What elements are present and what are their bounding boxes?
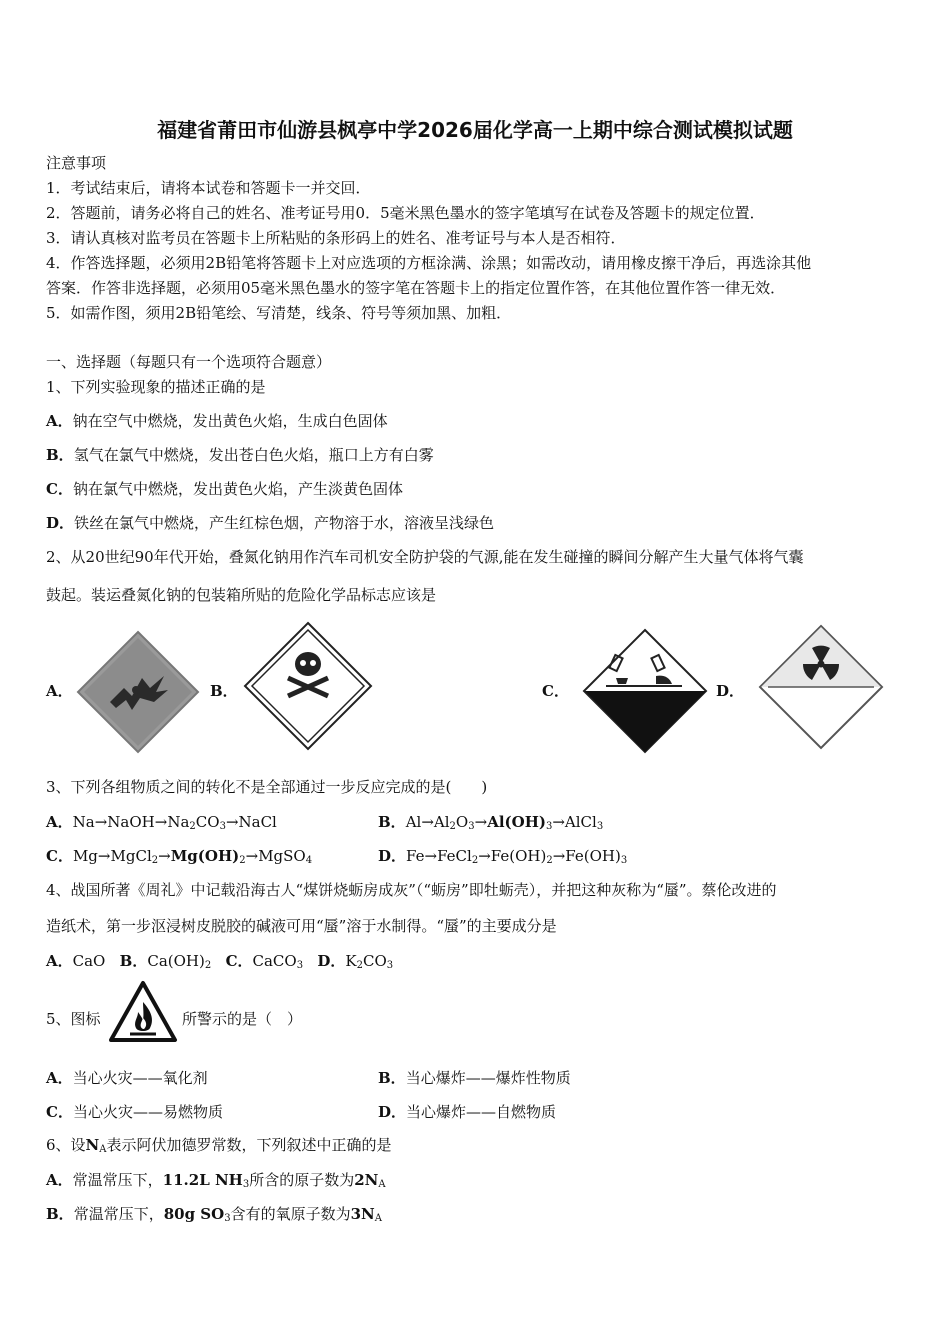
section-heading: 一、选择题（每题只有一个选项符合题意） [46,353,332,371]
notice-item: 答案．作答非选择题，必须用05毫米黑色墨水的签字笔在答题卡上的指定位置作答，在其他位置作答一律无效． [46,279,786,297]
notice-item: 2．答题前，请务必将自己的姓名、准考证号用0．5毫米黑色墨水的签字笔填写在试卷及答题卡的规定位置． [46,204,765,222]
question-3-stem: 3、下列各组物质之间的转化不是全部通过一步反应完成的是( ) [46,778,488,796]
flammable-warning-icon [108,980,178,1044]
q4-options: A．CaO B．$Ca(OH)_2$ C．CaCO$_3$ D．$K_2CO_3$ [46,952,394,971]
q6-option-a: A．常温常压下，11.2L $NH_3$所含的原子数为$2N_A$ [46,1171,386,1190]
explosive-hazard-sign [76,630,200,754]
q6-option-b: B．常温常压下，80g $SO_3$含有的氧原子数为$3N_A$ [46,1205,382,1224]
radioactive-hazard-sign [758,624,884,750]
q5-option-a: A．当心火灾——氧化剂 [46,1069,208,1087]
notice-item: 5．如需作图，须用2B铅笔绘、写清楚，线条、符号等须加黑、加粗． [46,304,512,322]
question-5-stem-post: 所警示的是（ ） [182,1010,303,1028]
q2-label-a: A． [46,682,73,700]
question-4-stem: 4、战国所著《周礼》中记载沿海古人“煤饼烧蛎房成灰”（“蛎房”即牡蛎壳），并把这种灰称为“蜃”。蔡伦改进的 [46,881,777,899]
q1-option-b: B．氢气在氯气中燃烧，发出苍白色火焰，瓶口上方有白雾 [46,446,434,464]
q2-label-c: C． [542,682,569,700]
q1-option-d: D．铁丝在氯气中燃烧，产生红棕色烟，产物溶于水，溶液呈浅绿色 [46,514,495,532]
question-1-stem: 1、下列实验现象的描述正确的是 [46,378,266,396]
q3-option-d: D．$Fe\to FeCl_2\to Fe(OH)_2\to Fe(OH)_3$ [378,847,628,866]
q5-option-b: B．当心爆炸——爆炸性物质 [378,1069,571,1087]
corrosive-hazard-sign [582,628,708,754]
q3-option-b: B．$Al\to Al_2O_3\to Al(OH)_3\to AlCl_3$ [378,813,604,832]
notice-item: 3．请认真核对监考员在答题卡上所粘贴的条形码上的姓名、准考证号与本人是否相符． [46,229,626,247]
notice-item: 4．作答选择题，必须用2B铅笔将答题卡上对应选项的方框涂满、涂黑；如需改动，请用橡皮擦干净后，再选涂其他 [46,254,812,272]
q5-option-d: D．当心爆炸——自燃物质 [378,1103,557,1121]
question-6-stem: 6、设$N_A$表示阿伏加德罗常数，下列叙述中正确的是 [46,1136,392,1155]
q1-option-a: A．钠在空气中燃烧，发出黄色火焰，生成白色固体 [46,412,388,430]
q2-label-b: B． [210,682,238,700]
question-2-stem-cont: 鼓起。装运叠氮化钠的包装箱所贴的危险化学品标志应该是 [46,586,437,604]
question-5-stem-pre: 5、图标 [46,1010,101,1028]
q3-option-c: C．$Mg\to MgCl_2\to Mg(OH)_2\to MgSO_4$ [46,847,313,866]
notice-heading: 注意事项 [46,154,107,172]
q5-option-c: C．当心火灾——易燃物质 [46,1103,223,1121]
q2-label-d: D． [716,682,745,700]
notice-item: 1．考试结束后，请将本试卷和答题卡一并交回． [46,179,371,197]
question-4-stem-cont: 造纸术，第一步沤浸树皮脱胶的碱液可用“蜃”溶于水制得。“蜃”的主要成分是 [46,917,557,935]
page-title: 福建省莆田市仙游县枫亭中学2026届化学高一上期中综合测试模拟试题 [157,118,793,142]
toxic-hazard-sign [242,620,374,752]
question-2-stem: 2、从20世纪90年代开始，叠氮化钠用作汽车司机安全防护袋的气源,能在发生碰撞的瞬间分解产生大量气体将气囊 [46,548,804,566]
q1-option-c: C．钠在氯气中燃烧，发出黄色火焰，产生淡黄色固体 [46,480,403,498]
q3-option-a: A．$Na\to NaOH\to Na_2CO_3\to NaCl$ [46,813,277,832]
